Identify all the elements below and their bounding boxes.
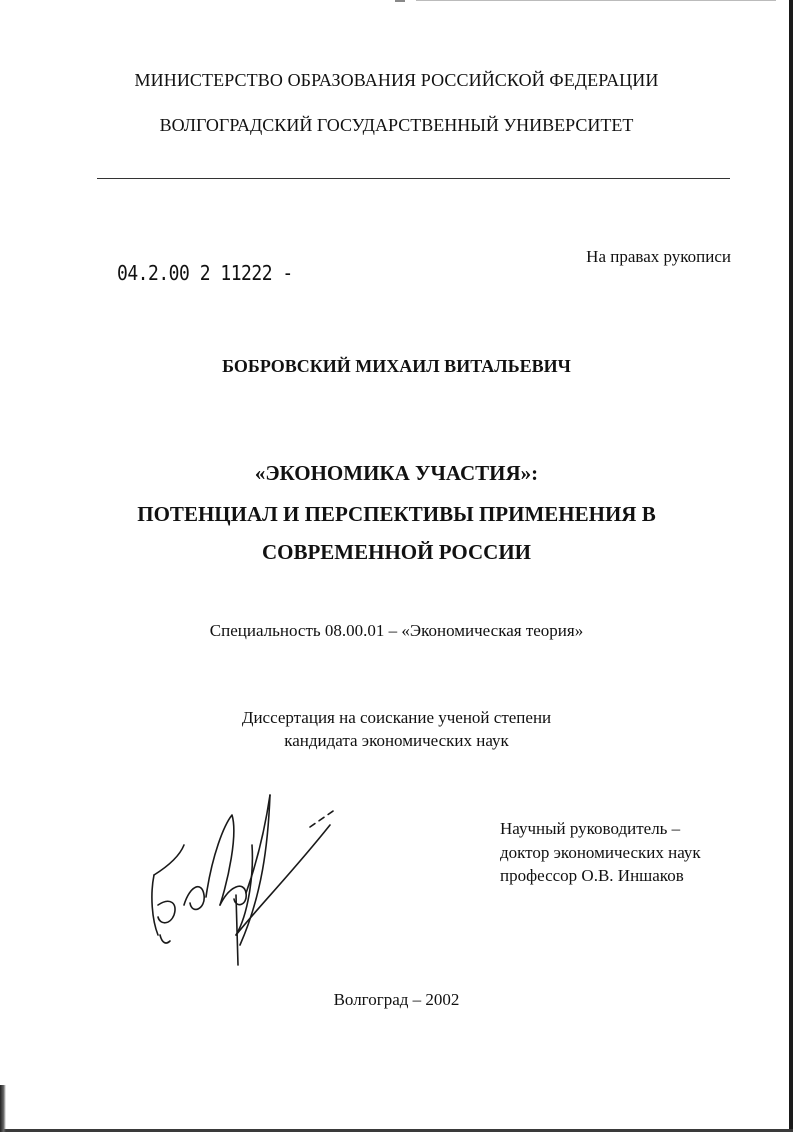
manuscript-note: На правах рукописи: [586, 247, 731, 266]
title-line-2: ПОТЕНЦИАЛ И ПЕРСПЕКТИВЫ ПРИМЕНЕНИЯ В: [137, 502, 656, 526]
scan-artifact-top-line: [416, 0, 776, 1]
dissertation-line-1: Диссертация на соискание ученой степени: [241, 708, 552, 727]
city-year: Волгоград – 2002: [333, 990, 460, 1009]
specialty-line: Специальность 08.00.01 – «Экономическая теория»: [209, 621, 584, 640]
author-name: БОБРОВСКИЙ МИХАИЛ ВИТАЛЬЕВИЧ: [222, 356, 571, 376]
supervisor-line-1: Научный руководитель –: [500, 819, 681, 838]
supervisor-line-2: доктор экономических наук: [500, 842, 701, 862]
university-heading: ВОЛГОГРАДСКИЙ ГОСУДАРСТВЕННЫЙ УНИВЕРСИТЕТ: [159, 115, 634, 135]
scan-artifact-top: [395, 0, 405, 2]
handwritten-signature: [140, 785, 350, 975]
scan-edge-right: [789, 0, 793, 1132]
supervisor-block: [500, 817, 701, 888]
dissertation-line-2: кандидата экономических наук: [284, 731, 509, 750]
registration-stamp: 04.2.00 2 11222 -: [117, 262, 293, 286]
header-divider: [97, 178, 730, 179]
supervisor-line-3: профессор О.В. Иншаков: [500, 866, 684, 885]
title-line-3: СОВРЕМЕННОЙ РОССИИ: [261, 540, 532, 564]
title-line-1: «ЭКОНОМИКА УЧАСТИЯ»:: [254, 461, 539, 485]
ministry-heading: МИНИСТЕРСТВО ОБРАЗОВАНИЯ РОССИЙСКОЙ ФЕДЕРАЦИИ: [134, 70, 659, 90]
scan-edge-left: [0, 1085, 6, 1132]
